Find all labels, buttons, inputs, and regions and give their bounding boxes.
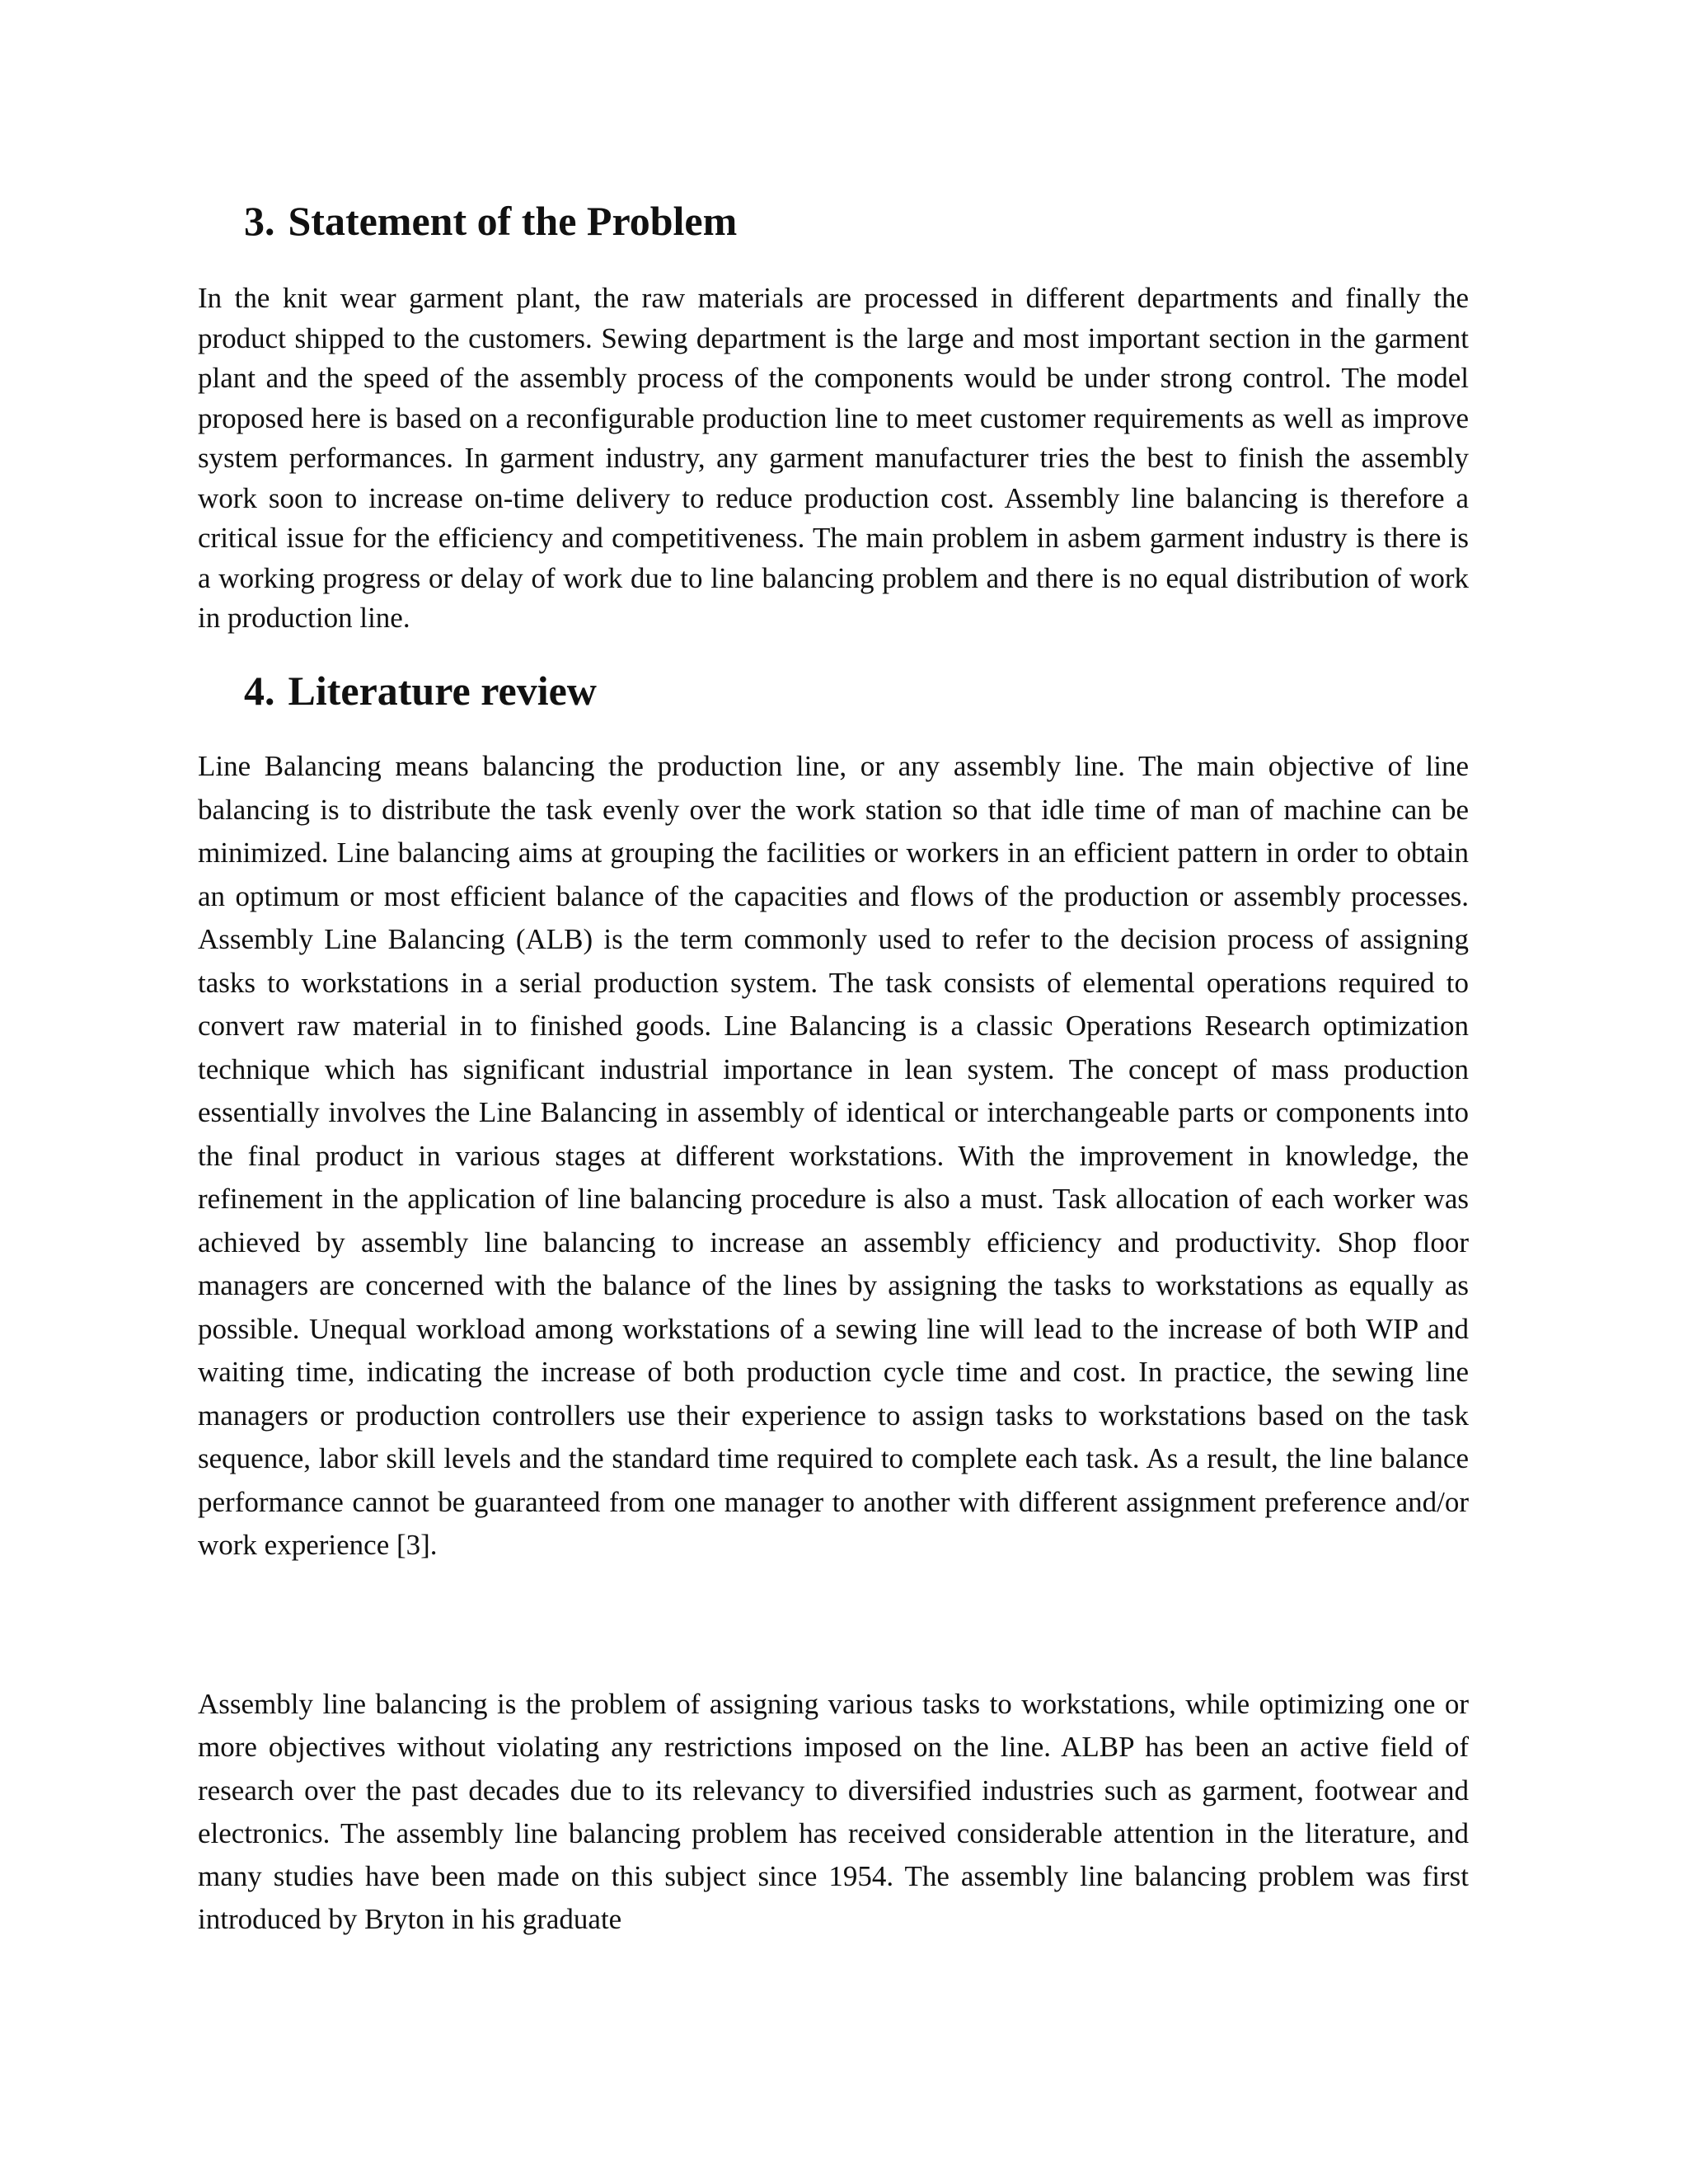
section-number: 4. bbox=[244, 668, 275, 714]
section-number: 3. bbox=[244, 198, 275, 244]
section-heading-statement-of-problem bbox=[244, 196, 737, 246]
section-title: Literature review bbox=[288, 668, 597, 714]
literature-paragraph-2: Assembly line balancing is the problem of assigning various tasks to workstations, while optimizing one or more objectives without violating any restrictions imposed on the line. ALBP has been an active field of research over the past decades due to its relevancy to diversified industries such as garment, footwear and electronics. The assembly line balancing problem has received considerable attention in the literature, and many studies have been made on this subject since 1954. The assembly line balancing problem was first introduced by Bryton in his graduate bbox=[198, 1688, 1469, 1936]
section-heading-literature-review bbox=[244, 666, 597, 715]
statement-paragraph: In the knit wear garment plant, the raw materials are processed in different departments and finally the product shipped to the customers. Sewing department is the large and most important section in the garment plant and the speed of the assembly process of the components would be under strong control. The model proposed here is based on a reconfigurable production line to meet customer requirements as well as improve system performances. In garment industry, any garment manufacturer tries the best to finish the assembly work soon to increase on-time delivery to reduce production cost. Assembly line balancing is therefore a critical issue for the efficiency and competitiveness. The main problem in asbem garment industry is there is a working progress or delay of work due to line balancing problem and there is no equal distribution of work in production line. bbox=[198, 282, 1469, 634]
literature-paragraph-1: Line Balancing means balancing the production line, or any assembly line. The main objective of line balancing is to distribute the task evenly over the work station so that idle time of man of machine can be minimized. Line balancing aims at grouping the facilities or workers in an efficient pattern in order to obtain an optimum or most efficient balance of the capacities and flows of the production or assembly processes. Assembly Line Balancing (ALB) is the term commonly used to refer to the decision process of assigning tasks to workstations in a serial production system. The task consists of elemental operations required to convert raw material in to finished goods. Line Balancing is a classic Operations Research optimization technique which has significant industrial importance in lean system. The concept of mass production essentially involves the Line Balancing in assembly of identical or interchangeable parts or components into the final product in various stages at different workstations. With the improvement in knowledge, the refinement in the application of line balancing procedure is also a must. Task allocation of each worker was achieved by assembly line balancing to increase an assembly efficiency and productivity. Shop floor managers are concerned with the balance of the lines by assigning the tasks to workstations as equally as possible. Unequal workload among workstations of a sewing line will lead to the increase of both WIP and waiting time, indicating the increase of both production cycle time and cost. In practice, the sewing line managers or production controllers use their experience to assign tasks to workstations based on the task sequence, labor skill levels and the standard time required to complete each task. As a result, the line balance performance cannot be guaranteed from one manager to another with different assignment preference and/or work experience [3]. bbox=[198, 750, 1469, 1561]
section-title: Statement of the Problem bbox=[288, 198, 738, 244]
